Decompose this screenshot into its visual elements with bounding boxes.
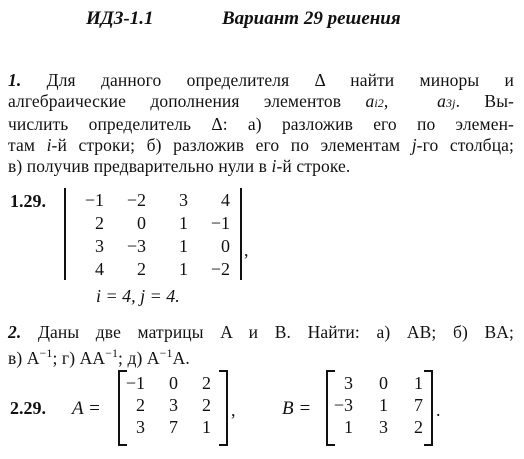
matrix-cell: 3	[179, 190, 188, 210]
matrix-cell: 3	[169, 395, 178, 415]
problem2-line2-a: в) A	[8, 348, 40, 368]
matrix-b-name: B =	[282, 398, 312, 419]
matrix-cell: 0	[169, 373, 178, 393]
element-a-3j: a	[437, 91, 447, 111]
matrix-cell: 7	[414, 395, 423, 415]
matrix-cell: 2	[202, 395, 211, 415]
document-title: ИДЗ-1.1	[86, 8, 154, 29]
problem2-sup-3: −1	[159, 346, 173, 360]
matrix-cell: −3	[126, 236, 146, 256]
matrix-cell: −2	[126, 190, 146, 210]
determinant-condition: i = 4, j = 4.	[96, 286, 180, 306]
matrix-cell: 1	[379, 395, 388, 415]
matrix-cell: 1	[414, 373, 423, 393]
matrix-cell: 1	[179, 259, 188, 279]
problem2-line2-d: A.	[172, 348, 190, 368]
problem1-line3-text: числить определитель Δ: а) разложив его по элемен-	[8, 114, 514, 134]
matrix-cell: −3	[333, 395, 353, 415]
matrix-cell: 2	[136, 395, 145, 415]
problem1-line1-text: Для данного определителя Δ найти миноры и	[46, 70, 514, 90]
matrix-cell: −1	[84, 190, 104, 210]
matrix-a-comma: ,	[231, 400, 236, 420]
matrix-b-right-bracket	[424, 370, 433, 446]
problem2-sup-2: −1	[105, 346, 119, 360]
matrix-cell: 7	[169, 417, 178, 437]
matrix-cell: 2	[202, 373, 211, 393]
problem1-line4-c: -го столбца;	[416, 135, 514, 155]
element-a-3j-subscript: 3j	[446, 96, 456, 110]
problem1-line5-a: в) получив предварительно нули в	[8, 156, 272, 176]
matrix-cell: 3	[95, 236, 104, 256]
matrix-cell: 3	[379, 417, 388, 437]
problem2-line2-b: ; г) AA	[52, 348, 106, 368]
matrix-cell: 2	[95, 213, 104, 233]
matrix-cell: 0	[137, 213, 146, 233]
problem1-line4-b: -й строки; б) разложив его по элементам	[51, 135, 412, 155]
matrix-cell: 4	[95, 259, 104, 279]
matrix-a-name: A =	[72, 398, 101, 419]
problem1-line-5	[8, 156, 514, 177]
matrices-label: 2.29.	[10, 398, 46, 418]
determinant-label: 1.29.	[10, 191, 46, 211]
problem2-text	[8, 322, 514, 369]
problem1-line5-i: i	[271, 156, 277, 176]
determinant-right-bar	[240, 188, 242, 280]
problem1-line2-text: алгебраические дополнения элементов	[8, 91, 366, 111]
element-a-i2: a	[365, 91, 375, 111]
variant-heading: Вариант 29 решения	[222, 8, 401, 29]
problem1-text	[8, 70, 514, 177]
problem2-line2-c: ; д) A	[118, 348, 160, 368]
matrix-cell: −1	[125, 373, 145, 393]
problem1-line4-j: j	[411, 135, 417, 155]
matrix-cell: 1	[179, 213, 188, 233]
element-a-i2-subscript: i2	[374, 96, 384, 110]
matrix-cell: −2	[210, 259, 230, 279]
problem1-number: 1.	[8, 70, 22, 90]
matrix-cell: 0	[221, 236, 230, 256]
problem1-line4-i: i	[46, 135, 52, 155]
determinant-comma: ,	[244, 240, 249, 260]
matrix-cell: −1	[210, 213, 230, 233]
matrix-cell: 0	[379, 373, 388, 393]
matrix-cell: 4	[221, 190, 230, 210]
matrix-cell: 1	[179, 236, 188, 256]
matrix-a-right-bracket	[219, 370, 228, 446]
problem1-line-3	[8, 114, 514, 135]
problem2-line-2	[8, 343, 514, 369]
matrix-cell: 1	[344, 417, 353, 437]
problem1-line-4	[8, 135, 514, 156]
problem1-line-1	[8, 70, 514, 91]
problem2-line1-text: Даны две матрицы A и B. Найти: а) AB; б) BA;	[37, 322, 514, 342]
problem2-line-1	[8, 322, 514, 343]
problem1-line5-b: -й строке.	[276, 156, 351, 176]
matrix-cell: 3	[136, 417, 145, 437]
problem1-line4-a: там	[8, 135, 47, 155]
matrix-cell: 2	[137, 259, 146, 279]
matrix-b-period: .	[436, 400, 441, 420]
problem1-line2-end: . Вы-	[455, 91, 514, 111]
matrix-cell: 1	[202, 417, 211, 437]
problem2-sup-1: −1	[39, 346, 53, 360]
problem2-number: 2.	[8, 322, 22, 342]
matrix-cell: 3	[344, 373, 353, 393]
matrix-cell: 2	[414, 417, 423, 437]
problem1-line-2: алгебраические дополнения элементов ai2, a3j. Вы-	[8, 91, 514, 111]
